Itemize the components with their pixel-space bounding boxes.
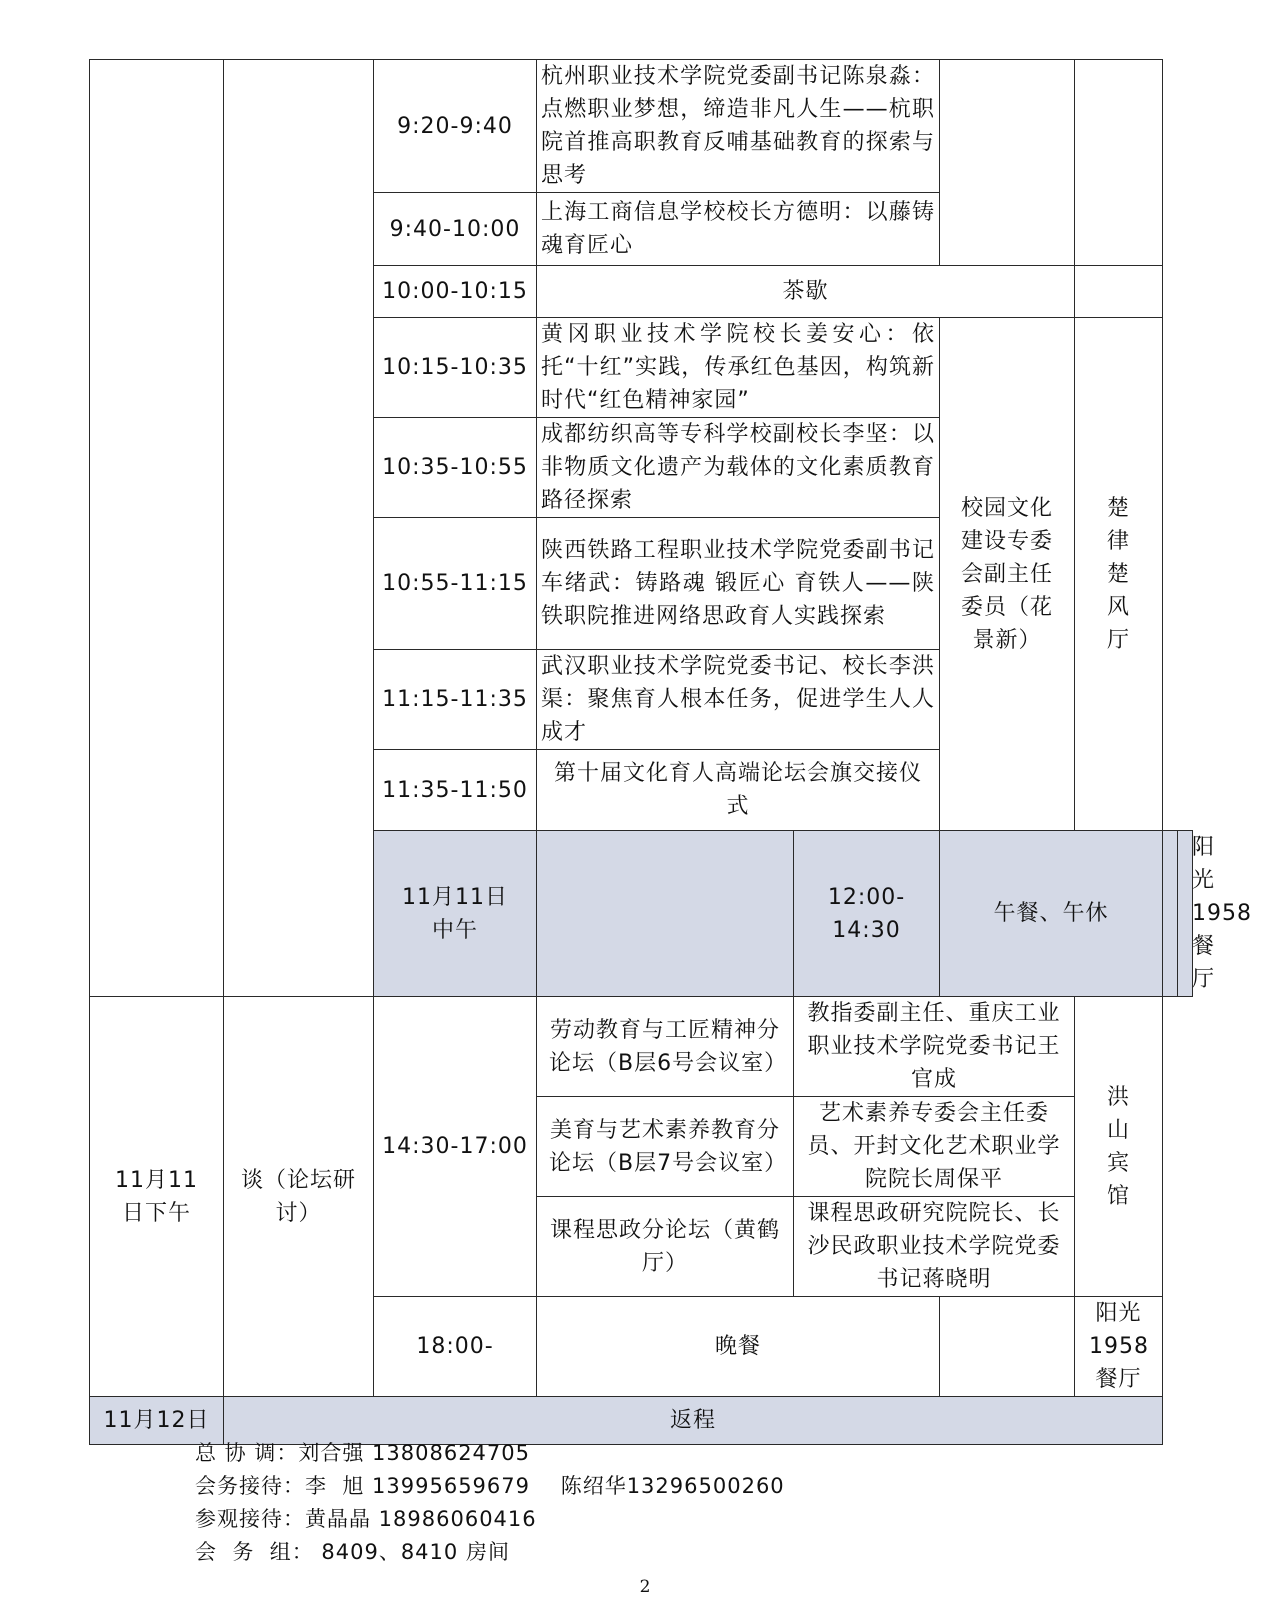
venue-cell: 阳光1958餐厅 — [1075, 1297, 1163, 1397]
page-number: 2 — [639, 1577, 651, 1597]
contact-label: 参观接待： — [195, 1507, 305, 1531]
contact-row — [195, 1503, 785, 1536]
agenda-item: 黄冈职业技术学院校长姜安心：依托“十红”实践，传承红色基因，构筑新时代“红色精神家园” — [537, 318, 940, 418]
time-cell: 18:00- — [374, 1297, 537, 1397]
agenda-item: 第十届文化育人高端论坛会旗交接仪式 — [537, 750, 940, 831]
agenda-item: 返程 — [224, 1397, 1163, 1445]
host-cell: 校园文化建设专委会副主任委员（花景新） — [940, 318, 1075, 831]
forum-host: 艺术素养专委会主任委员、开封文化艺术职业学院院长周保平 — [794, 1097, 1075, 1197]
type-cell-empty — [224, 60, 374, 997]
venue-cell: 阳光1958餐厅 — [1178, 831, 1193, 997]
date-cell: 11月11日中午 — [374, 831, 537, 997]
forum-host: 教指委副主任、重庆工业职业技术学院党委书记王官成 — [794, 997, 1075, 1097]
table-row — [90, 997, 1193, 1097]
type-cell-empty — [537, 831, 794, 997]
contact-row — [195, 1437, 785, 1470]
agenda-item: 晚餐 — [537, 1297, 940, 1397]
contact-label: 会务接待： — [195, 1474, 305, 1498]
contact-value: 8409、8410 房间 — [313, 1540, 510, 1564]
time-cell: 11:35-11:50 — [374, 750, 537, 831]
venue-cell: 楚律楚风厅 — [1075, 318, 1163, 831]
time-cell: 9:20-9:40 — [374, 60, 537, 193]
type-cell: 谈（论坛研讨） — [224, 997, 374, 1397]
schedule-table — [89, 59, 1252, 1445]
forum-name: 美育与艺术素养教育分论坛（B层7号会议室） — [537, 1097, 794, 1197]
contact-info — [195, 1437, 785, 1569]
contact-value: 李 旭 13995659679 陈绍华13296500260 — [305, 1474, 785, 1498]
date-cell-empty — [90, 60, 224, 997]
date-cell: 11月12日 — [90, 1397, 224, 1445]
break-item: 茶歇 — [537, 266, 1075, 318]
time-cell: 14:30-17:00 — [374, 997, 537, 1297]
forum-name: 劳动教育与工匠精神分论坛（B层6号会议室） — [537, 997, 794, 1097]
agenda-item: 午餐、午休 — [940, 831, 1163, 997]
date-cell: 11月11日下午 — [90, 997, 224, 1397]
agenda-item: 成都纺织高等专科学校副校长李坚：以非物质文化遗产为载体的文化素质教育路径探索 — [537, 418, 940, 518]
time-cell: 12:00-14:30 — [794, 831, 940, 997]
contact-row — [195, 1536, 785, 1569]
agenda-item: 杭州职业技术学院党委副书记陈泉淼：点燃职业梦想，缔造非凡人生——杭职院首推高职教育反哺基础教育的探索与思考 — [537, 60, 940, 193]
forum-host: 课程思政研究院院长、长沙民政职业技术学院党委书记蒋晓明 — [794, 1197, 1075, 1297]
time-cell: 10:15-10:35 — [374, 318, 537, 418]
venue-cell-empty — [1075, 266, 1163, 318]
contact-label: 总 协 调： — [195, 1441, 299, 1465]
time-cell: 9:40-10:00 — [374, 193, 537, 266]
time-cell: 10:55-11:15 — [374, 518, 537, 650]
agenda-item: 武汉职业技术学院党委书记、校长李洪渠：聚焦育人根本任务，促进学生人人成才 — [537, 650, 940, 750]
time-cell: 10:00-10:15 — [374, 266, 537, 318]
table-row — [90, 60, 1193, 193]
forum-name: 课程思政分论坛（黄鹤厅） — [537, 1197, 794, 1297]
contact-label: 会 务 组： — [195, 1540, 314, 1564]
host-cell-empty — [1163, 831, 1178, 997]
agenda-item: 上海工商信息学校校长方德明：以藤铸魂育匠心 — [537, 193, 940, 266]
venue-cell-empty — [1075, 60, 1163, 266]
time-cell: 11:15-11:35 — [374, 650, 537, 750]
contact-row — [195, 1470, 785, 1503]
host-cell-empty — [940, 60, 1075, 266]
time-cell: 10:35-10:55 — [374, 418, 537, 518]
venue-cell: 洪山宾馆 — [1075, 997, 1163, 1297]
contact-value: 刘合强 13808624705 — [298, 1441, 531, 1465]
agenda-item: 陕西铁路工程职业技术学院党委副书记车绪武：铸路魂 锻匠心 育铁人——陕铁职院推进网络思政育人实践探索 — [537, 518, 940, 650]
host-cell-empty — [940, 1297, 1075, 1397]
contact-value: 黄晶晶 18986060416 — [305, 1507, 537, 1531]
